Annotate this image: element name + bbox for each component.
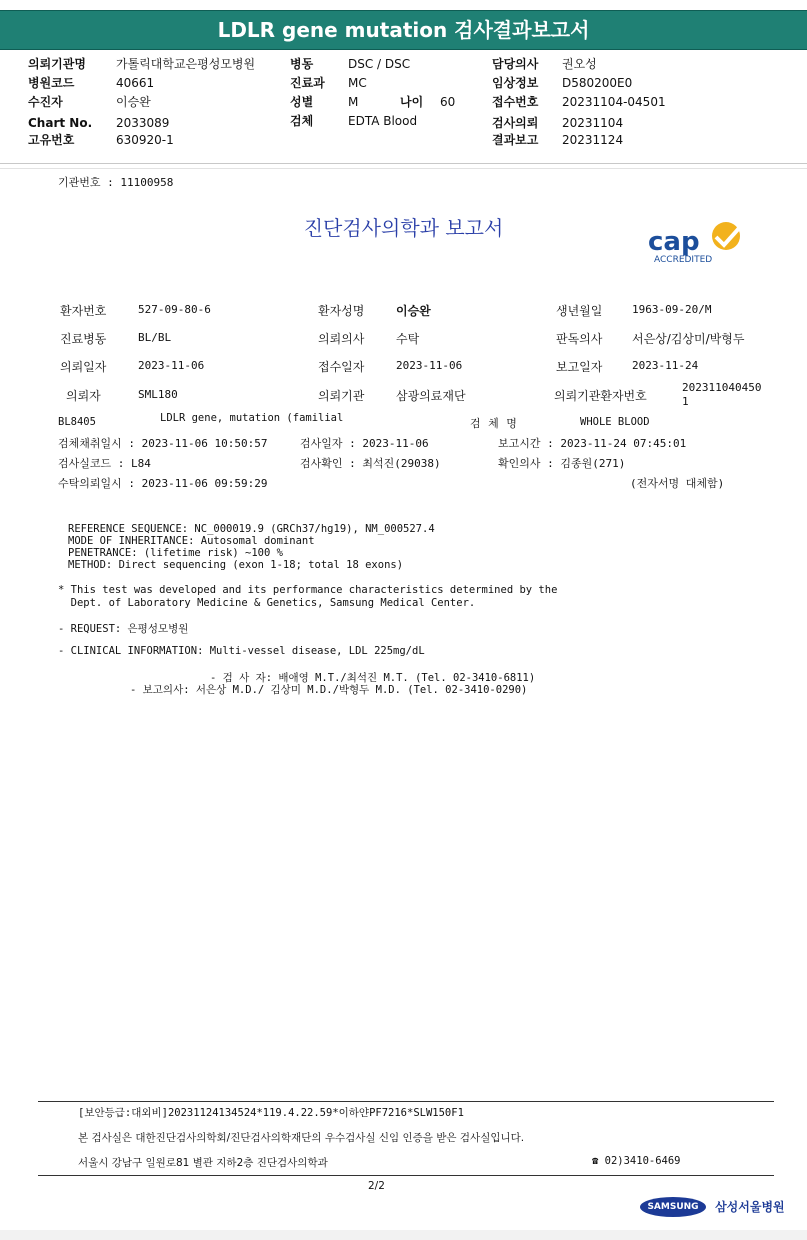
disclaimer-line: * This test was developed and its performance characteristics determined by the (58, 584, 558, 596)
report-title-bar: LDLR gene mutation 검사결과보고서 (0, 10, 807, 50)
header-value: 20231104-04501 (562, 95, 666, 109)
header-value: 60 (440, 95, 456, 109)
header-label: 임상정보 (492, 76, 539, 90)
header-label: 접수번호 (492, 95, 539, 109)
header-label: 의뢰기관명 (28, 57, 86, 71)
reference-line: MODE OF INHERITANCE: Autosomal dominant (68, 535, 315, 547)
cap-logo-text: cap (648, 227, 700, 257)
header-value: 2033089 (116, 116, 170, 130)
phone-line: ☎ 02)3410-6469 (592, 1155, 681, 1167)
patient-value: 527-09-80-6 (138, 303, 211, 316)
clinical-info-line: - CLINICAL INFORMATION: Multi-vessel disease, LDL 225mg/dL (58, 645, 425, 657)
reference-line: PENETRANCE: (lifetime risk) ~100 % (68, 547, 283, 559)
header-label: 담당의사 (492, 57, 539, 71)
samsung-hospital-logo (640, 1196, 785, 1217)
divider (0, 163, 807, 164)
reporter-line: - 보고의사: 서은상 M.D./ 김상미 M.D./박형두 M.D. (Tel. 02-3410-0290) (130, 684, 528, 696)
patient-label: 의뢰의사 (318, 332, 365, 346)
patient-value: 1 (682, 395, 689, 408)
footer-divider (38, 1101, 774, 1102)
divider (0, 168, 807, 169)
patient-label: 의뢰일자 (60, 360, 107, 374)
patient-label: 판독의사 (556, 332, 603, 346)
patient-label: 진료병동 (60, 332, 107, 346)
reference-line: METHOD: Direct sequencing (exon 1-18; total 18 exons) (68, 559, 404, 571)
request-line: - REQUEST: 은평성모병원 (58, 623, 189, 635)
header-label: 나이 (400, 95, 424, 109)
test-row-field: 확인의사 : 김종원(271) (498, 457, 626, 470)
report-heading: 진단검사의학과 보고서 (303, 216, 504, 240)
test-row-field: 검사확인 : 최석진(29038) (300, 457, 441, 470)
header-value: MC (348, 76, 367, 90)
patient-value: 2023-11-24 (632, 359, 699, 372)
header-value: 630920-1 (116, 133, 174, 147)
patient-label: 의뢰기관환자번호 (554, 389, 647, 403)
header-label: 병동 (290, 57, 314, 71)
patient-label: 의뢰기관 (318, 389, 365, 403)
header-value: 20231124 (562, 133, 624, 147)
patient-value: 삼광의료재단 (396, 389, 466, 403)
patient-value: 2023-11-06 (138, 359, 205, 372)
patient-label: 환자성명 (318, 304, 365, 318)
header-value: DSC / DSC (348, 57, 411, 71)
test-code: BL8405 (58, 416, 96, 428)
security-line: [보안등급:대외비]20231124134524*119.4.22.59*이하얀PF7216*SLW150F1 (78, 1107, 464, 1119)
test-row-field: 수탁의뢰일시 : 2023-11-06 09:59:29 (58, 477, 268, 490)
patient-value: SML180 (138, 388, 178, 401)
header-value: D580200E0 (562, 76, 633, 90)
test-row-field: 검체채취일시 : 2023-11-06 10:50:57 (58, 437, 268, 450)
reference-line: REFERENCE SEQUENCE: NC_000019.9 (GRCh37/hg19), NM_000527.4 (68, 523, 435, 535)
patient-value: 1963-09-20/M (632, 303, 712, 316)
footer-divider (38, 1175, 774, 1176)
header-value: EDTA Blood (348, 114, 418, 128)
header-value: 이승완 (116, 95, 151, 109)
patient-label: 생년월일 (556, 304, 603, 318)
header-value: M (348, 95, 359, 109)
test-row-field: 보고시간 : 2023-11-24 07:45:01 (498, 437, 687, 450)
header-value: 20231104 (562, 116, 624, 130)
header-label: 검사의뢰 (492, 116, 539, 130)
patient-value: 서은상/김상미/박형두 (632, 332, 745, 346)
header-value: 가톨릭대학교은평성모병원 (116, 57, 256, 71)
header-label: 성별 (290, 95, 314, 109)
cap-accredited-logo (646, 220, 751, 266)
patient-label: 보고일자 (556, 360, 603, 374)
patient-label: 의뢰자 (66, 389, 101, 403)
patient-value: BL/BL (138, 331, 172, 344)
e-signature-note: (전자서명 대체함) (630, 477, 725, 490)
hospital-name: 삼성서울병원 (715, 1200, 785, 1214)
specimen-value: WHOLE BLOOD (580, 416, 650, 428)
cap-accredited-text: ACCREDITED (654, 255, 713, 265)
header-label: 결과보고 (492, 133, 539, 147)
patient-value: 수탁 (396, 332, 420, 346)
institution-number: 기관번호 : 11100958 (58, 176, 174, 189)
patient-label: 환자번호 (60, 304, 107, 318)
test-row-field: 검사실코드 : L84 (58, 457, 151, 470)
header-label: 진료과 (290, 76, 325, 90)
certification-line: 본 검사실은 대한진단검사의학회/진단검사의학재단의 우수검사실 신임 인증을 받은 검사실입니다. (78, 1132, 525, 1144)
header-label: 고유번호 (28, 133, 75, 147)
test-name: LDLR gene, mutation (familial (160, 412, 344, 424)
patient-value: 202311040450 (682, 381, 762, 394)
patient-value: 이승완 (396, 304, 431, 318)
patient-value: 2023-11-06 (396, 359, 463, 372)
disclaimer-line: Dept. of Laboratory Medicine & Genetics, Samsung Medical Center. (58, 597, 476, 609)
test-row-field: 검사일자 : 2023-11-06 (300, 437, 429, 450)
header-label: 병원코드 (28, 76, 75, 90)
examiner-line: - 검 사 자: 배애영 M.T./최석진 M.T. (Tel. 02-3410-6811) (210, 672, 536, 684)
header-label: Chart No. (28, 116, 93, 130)
header-value: 권오성 (562, 57, 597, 71)
header-label: 수진자 (28, 95, 63, 109)
header-value: 40661 (116, 76, 155, 90)
samsung-logo: SAMSUNG (640, 1197, 706, 1217)
address-line: 서울시 강남구 일원로81 별관 지하2층 진단검사의학과 (78, 1157, 328, 1169)
patient-label: 접수일자 (318, 360, 365, 374)
header-label: 검체 (290, 114, 314, 128)
page-number: 2/2 (368, 1180, 385, 1192)
specimen-label: 검 체 명 (470, 417, 519, 430)
header-info (0, 0, 807, 160)
